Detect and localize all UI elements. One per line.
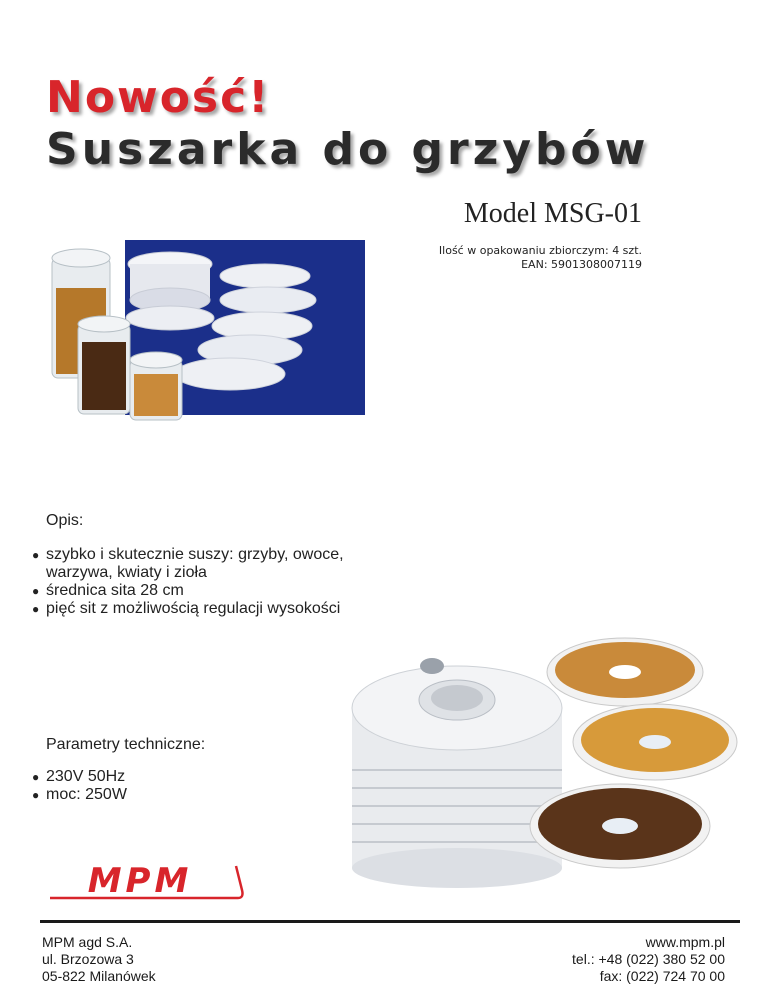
specs-label: Parametry techniczne: [46, 736, 206, 753]
fax: fax: (022) 724 70 00 [599, 968, 725, 984]
model-number: Model MSG-01 [463, 198, 642, 229]
pack-quantity: Ilość w opakowaniu zbiorczym: 4 szt. [438, 244, 642, 257]
description-list [32, 546, 344, 618]
specs-list [32, 768, 127, 804]
list-item: ● moc: 250W [32, 786, 127, 804]
footer-divider [40, 920, 740, 923]
phone: tel.: +48 (022) 380 52 00 [572, 951, 725, 967]
list-item: ● średnica sita 28 cm [32, 582, 344, 600]
list-item: warzywa, kwiaty i zioła [46, 564, 207, 581]
footer-address [42, 934, 156, 985]
list-item: ● szybko i skutecznie suszy: grzyby, owoce, [32, 546, 344, 564]
pack-info [439, 244, 642, 272]
list-item: ● pięć sit z możliwością regulacji wysokości [32, 600, 344, 618]
website-link[interactable]: www.mpm.pl [645, 934, 725, 950]
city: 05-822 Milanówek [42, 968, 156, 984]
mpm-logo [40, 858, 245, 903]
headline-new: Nowość! [46, 72, 271, 123]
footer-contact [572, 934, 725, 985]
logo-text: MPM [87, 861, 193, 901]
product-photo-jars [40, 238, 370, 433]
list-item: ● 230V 50Hz [32, 768, 127, 786]
page-title: Suszarka do grzybów [46, 124, 650, 175]
description-label: Opis: [46, 512, 84, 529]
product-photo-dehydrator [340, 630, 740, 910]
street: ul. Brzozowa 3 [42, 951, 134, 967]
ean-code: EAN: 5901308007119 [521, 258, 642, 271]
company-name: MPM agd S.A. [42, 934, 133, 950]
